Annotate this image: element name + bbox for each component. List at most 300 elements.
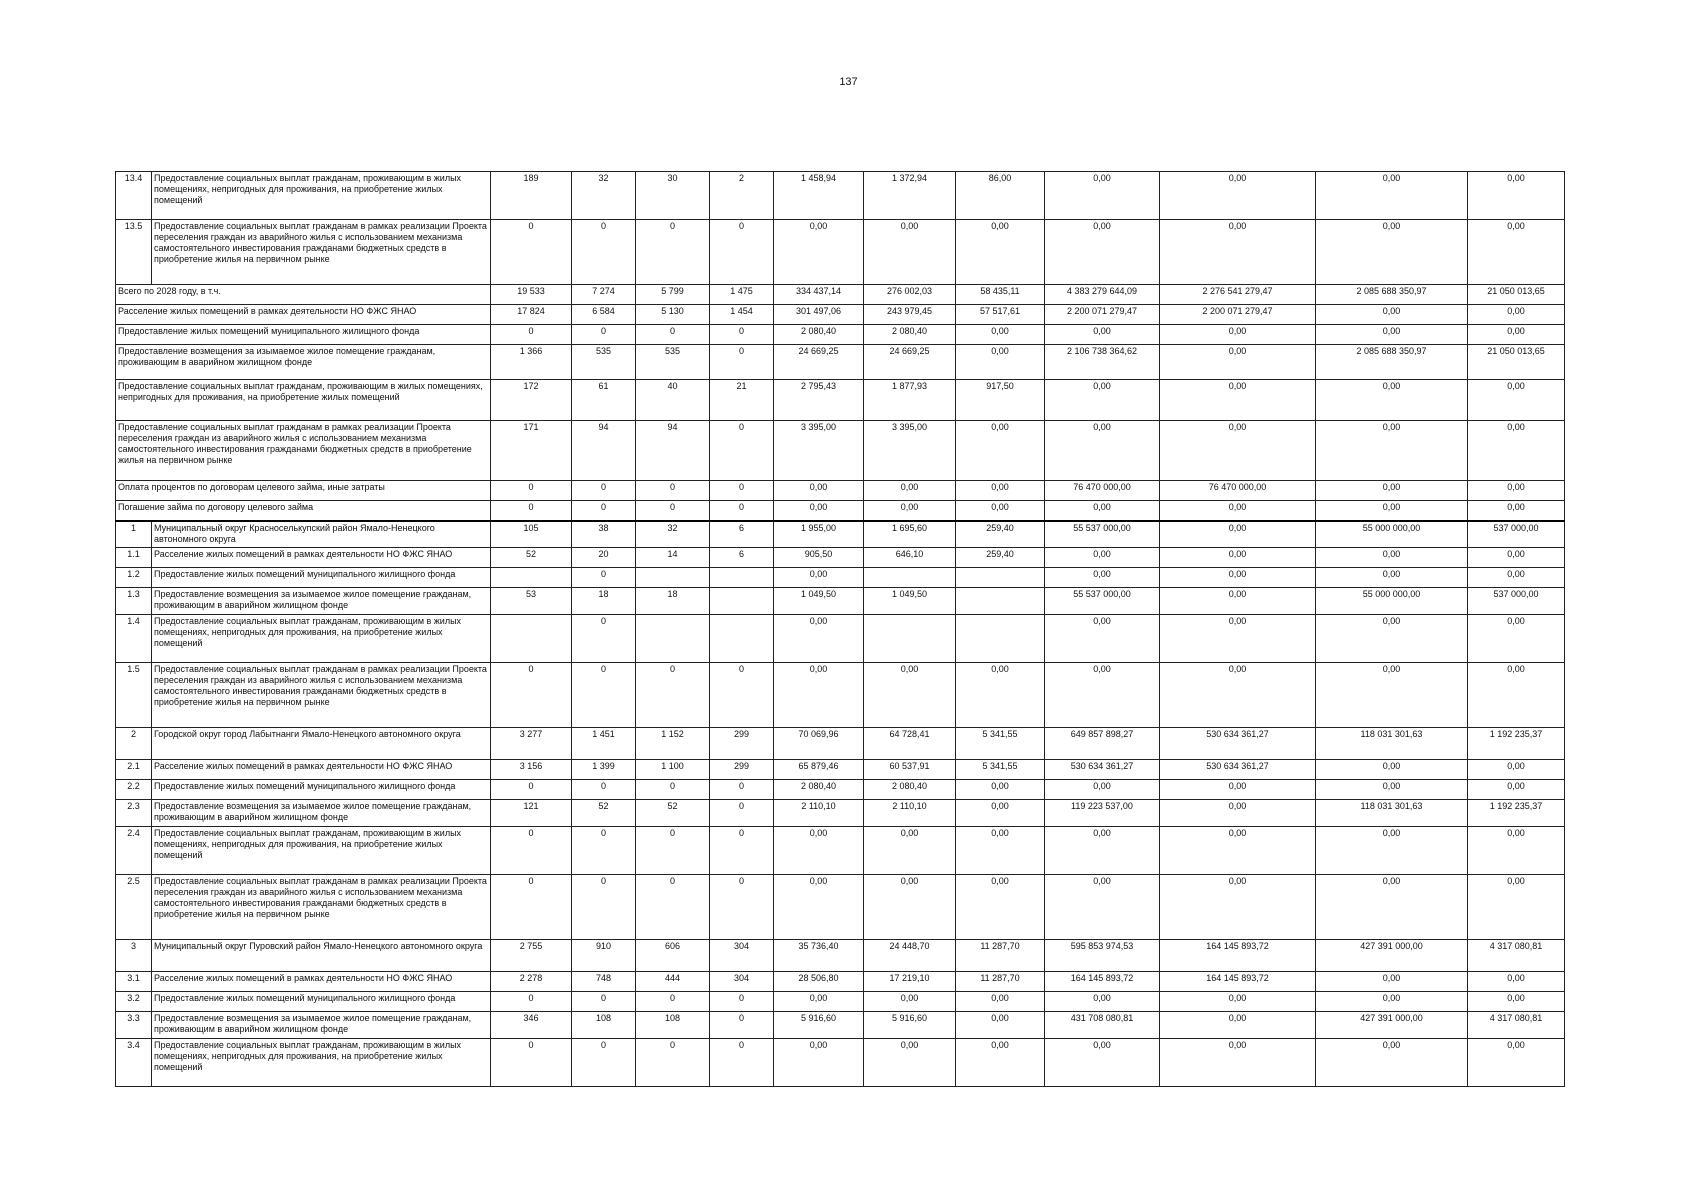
row-number-cell: 3.1 (116, 972, 152, 992)
table-row (116, 615, 1565, 663)
value-cell: 0,00 (1316, 992, 1468, 1012)
value-cell: 0,00 (1160, 780, 1316, 800)
value-cell: 55 537 000,00 (1045, 521, 1160, 548)
value-cell: 427 391 000,00 (1316, 1012, 1468, 1039)
value-cell: 0,00 (1045, 421, 1160, 481)
value-cell: 14 (636, 548, 710, 568)
value-cell: 0,00 (1045, 220, 1160, 285)
value-cell: 0,00 (1160, 1039, 1316, 1087)
value-cell: 3 395,00 (774, 421, 864, 481)
value-cell: 0,00 (956, 220, 1045, 285)
row-number-cell: 3.3 (116, 1012, 152, 1039)
value-cell: 60 537,91 (864, 760, 956, 780)
row-number-cell: 1.4 (116, 615, 152, 663)
value-cell: 0,00 (1468, 325, 1565, 345)
value-cell: 0,00 (774, 992, 864, 1012)
value-cell: 7 274 (572, 285, 636, 305)
value-cell: 118 031 301,63 (1316, 728, 1468, 760)
value-cell: 0,00 (1468, 663, 1565, 728)
row-name-cell: Предоставление социальных выплат гражданам в рамках реализации Проекта переселения граждан из аварийного жилья с использованием механизма самостоятельного инвестирования гражданами бюджетных средств в приобретение жилья на первичном рынке (152, 875, 491, 940)
table-row (116, 345, 1565, 380)
value-cell (864, 615, 956, 663)
table-row (116, 940, 1565, 972)
value-cell: 0,00 (1468, 501, 1565, 521)
value-cell: 0,00 (1160, 568, 1316, 588)
value-cell: 0,00 (1316, 220, 1468, 285)
value-cell: 55 537 000,00 (1045, 588, 1160, 615)
value-cell: 299 (710, 728, 774, 760)
value-cell: 4 383 279 644,09 (1045, 285, 1160, 305)
value-cell: 0 (710, 220, 774, 285)
row-number-cell: 13.4 (116, 172, 152, 220)
value-cell: 2 795,43 (774, 380, 864, 421)
value-cell: 0 (636, 827, 710, 875)
row-name-cell: Муниципальный округ Красноселькупский район Ямало-Ненецкого автономного округа (152, 521, 491, 548)
value-cell: 0 (491, 501, 572, 521)
row-name-cell: Расселение жилых помещений в рамках деятельности НО ФЖС ЯНАО (152, 760, 491, 780)
value-cell: 0,00 (1316, 568, 1468, 588)
value-cell: 21 050 013,65 (1468, 285, 1565, 305)
value-cell: 32 (572, 172, 636, 220)
value-cell: 119 223 537,00 (1045, 800, 1160, 827)
value-cell: 334 437,14 (774, 285, 864, 305)
value-cell: 2 (710, 172, 774, 220)
value-cell: 0 (710, 780, 774, 800)
value-cell: 299 (710, 760, 774, 780)
value-cell: 61 (572, 380, 636, 421)
value-cell: 19 533 (491, 285, 572, 305)
row-number-cell: 3.4 (116, 1039, 152, 1087)
value-cell: 530 634 361,27 (1045, 760, 1160, 780)
table-row (116, 220, 1565, 285)
value-cell: 0,00 (1160, 663, 1316, 728)
value-cell: 1 100 (636, 760, 710, 780)
value-cell: 0 (572, 992, 636, 1012)
value-cell: 0 (491, 220, 572, 285)
value-cell: 0,00 (1468, 827, 1565, 875)
value-cell: 537 000,00 (1468, 521, 1565, 548)
row-name-cell: Предоставление социальных выплат гражданам, проживающим в жилых помещениях, непригодных для проживания, на приобретение жилых помещений (116, 380, 491, 421)
value-cell: 24 669,25 (864, 345, 956, 380)
value-cell: 427 391 000,00 (1316, 940, 1468, 972)
value-cell: 2 085 688 350,97 (1316, 345, 1468, 380)
value-cell: 0,00 (1160, 380, 1316, 421)
value-cell: 164 145 893,72 (1160, 972, 1316, 992)
value-cell: 0 (710, 1039, 774, 1087)
row-name-cell: Предоставление жилых помещений муниципального жилищного фонда (116, 325, 491, 345)
value-cell: 649 857 898,27 (1045, 728, 1160, 760)
value-cell: 94 (636, 421, 710, 481)
value-cell: 0,00 (864, 875, 956, 940)
value-cell: 0 (636, 875, 710, 940)
row-name-cell: Муниципальный округ Пуровский район Ямало-Ненецкого автономного округа (152, 940, 491, 972)
value-cell: 28 506,80 (774, 972, 864, 992)
table-row (116, 380, 1565, 421)
row-name-cell: Предоставление социальных выплат гражданам в рамках реализации Проекта переселения граждан из аварийного жилья с использованием механизма самостоятельного инвестирования гражданами бюджетных средств в приобретение жилья на первичном рынке (152, 220, 491, 285)
value-cell: 0,00 (774, 568, 864, 588)
value-cell: 0,00 (1316, 481, 1468, 501)
table-row (116, 992, 1565, 1012)
row-name-cell: Всего по 2028 году, в т.ч. (116, 285, 491, 305)
value-cell: 3 395,00 (864, 421, 956, 481)
value-cell (956, 568, 1045, 588)
value-cell: 0,00 (1045, 325, 1160, 345)
value-cell: 0,00 (1316, 615, 1468, 663)
value-cell: 2 080,40 (864, 325, 956, 345)
value-cell: 3 156 (491, 760, 572, 780)
value-cell: 0,00 (1468, 875, 1565, 940)
row-name-cell: Предоставление жилых помещений муниципального жилищного фонда (152, 992, 491, 1012)
value-cell: 1 475 (710, 285, 774, 305)
value-cell: 0,00 (1160, 548, 1316, 568)
value-cell: 0,00 (864, 992, 956, 1012)
value-cell: 1 192 235,37 (1468, 728, 1565, 760)
row-name-cell: Погашение займа по договору целевого займа (116, 501, 491, 521)
value-cell: 0,00 (1045, 780, 1160, 800)
value-cell: 530 634 361,27 (1160, 728, 1316, 760)
value-cell: 0,00 (1160, 501, 1316, 521)
value-cell: 0,00 (1468, 481, 1565, 501)
value-cell (956, 615, 1045, 663)
value-cell: 0 (572, 1039, 636, 1087)
value-cell: 21 050 013,65 (1468, 345, 1565, 380)
value-cell: 0 (572, 481, 636, 501)
row-number-cell: 3.2 (116, 992, 152, 1012)
value-cell: 0,00 (956, 663, 1045, 728)
row-number-cell: 1.3 (116, 588, 152, 615)
value-cell: 905,50 (774, 548, 864, 568)
table-row (116, 501, 1565, 521)
value-cell: 1 458,94 (774, 172, 864, 220)
value-cell: 535 (572, 345, 636, 380)
row-name-cell: Предоставление социальных выплат гражданам, проживающим в жилых помещениях, непригодных для проживания, на приобретение жилых помещений (152, 172, 491, 220)
row-name-cell: Городской округ город Лабытнанги Ямало-Ненецкого автономного округа (152, 728, 491, 760)
value-cell: 243 979,45 (864, 305, 956, 325)
row-name-cell: Предоставление социальных выплат гражданам, проживающим в жилых помещениях, непригодных для проживания, на приобретение жилых помещений (152, 827, 491, 875)
table-row (116, 568, 1565, 588)
value-cell: 0,00 (864, 220, 956, 285)
value-cell: 0,00 (774, 663, 864, 728)
value-cell: 0,00 (1160, 588, 1316, 615)
value-cell: 18 (572, 588, 636, 615)
row-name-cell: Предоставление жилых помещений муниципального жилищного фонда (152, 568, 491, 588)
value-cell: 0,00 (1160, 521, 1316, 548)
value-cell: 0 (572, 220, 636, 285)
value-cell (491, 615, 572, 663)
row-number-cell: 3 (116, 940, 152, 972)
value-cell: 6 584 (572, 305, 636, 325)
value-cell: 0 (491, 780, 572, 800)
value-cell: 2 106 738 364,62 (1045, 345, 1160, 380)
value-cell: 0 (636, 663, 710, 728)
value-cell: 0,00 (864, 663, 956, 728)
value-cell: 70 069,96 (774, 728, 864, 760)
value-cell: 5 341,55 (956, 728, 1045, 760)
value-cell: 0,00 (956, 827, 1045, 875)
value-cell: 0,00 (1045, 380, 1160, 421)
value-cell: 0,00 (864, 501, 956, 521)
value-cell: 0,00 (1045, 548, 1160, 568)
table-row (116, 780, 1565, 800)
value-cell: 0 (710, 481, 774, 501)
value-cell: 0 (572, 663, 636, 728)
value-cell: 0,00 (1468, 172, 1565, 220)
value-cell: 0,00 (1468, 220, 1565, 285)
value-cell: 0,00 (1316, 305, 1468, 325)
value-cell: 58 435,11 (956, 285, 1045, 305)
row-name-cell: Предоставление социальных выплат гражданам, проживающим в жилых помещениях, непригодных для проживания, на приобретение жилых помещений (152, 615, 491, 663)
table-row (116, 827, 1565, 875)
row-name-cell: Предоставление возмещения за изымаемое жилое помещение гражданам, проживающим в аварийном жилищном фонде (152, 800, 491, 827)
value-cell: 55 000 000,00 (1316, 588, 1468, 615)
table-row (116, 728, 1565, 760)
page-number: 137 (839, 76, 858, 88)
value-cell: 0 (710, 800, 774, 827)
value-cell: 0 (491, 827, 572, 875)
value-cell (956, 588, 1045, 615)
value-cell: 4 317 080,81 (1468, 1012, 1565, 1039)
value-cell: 0 (491, 875, 572, 940)
value-cell: 0,00 (956, 800, 1045, 827)
value-cell: 537 000,00 (1468, 588, 1565, 615)
value-cell: 0,00 (1160, 1012, 1316, 1039)
value-cell: 0,00 (956, 481, 1045, 501)
value-cell: 5 341,55 (956, 760, 1045, 780)
value-cell: 1 152 (636, 728, 710, 760)
value-cell: 2 080,40 (774, 325, 864, 345)
value-cell: 0,00 (774, 875, 864, 940)
value-cell: 1 399 (572, 760, 636, 780)
value-cell: 57 517,61 (956, 305, 1045, 325)
value-cell: 748 (572, 972, 636, 992)
value-cell: 0 (710, 827, 774, 875)
value-cell: 5 799 (636, 285, 710, 305)
value-cell: 646,10 (864, 548, 956, 568)
table-row (116, 548, 1565, 568)
value-cell: 259,40 (956, 548, 1045, 568)
value-cell: 0,00 (1468, 1039, 1565, 1087)
value-cell: 52 (491, 548, 572, 568)
value-cell: 0,00 (1468, 548, 1565, 568)
value-cell: 164 145 893,72 (1160, 940, 1316, 972)
table-row (116, 1012, 1565, 1039)
value-cell: 0,00 (774, 220, 864, 285)
value-cell: 35 736,40 (774, 940, 864, 972)
value-cell: 1 366 (491, 345, 572, 380)
row-name-cell: Предоставление жилых помещений муниципального жилищного фонда (152, 780, 491, 800)
value-cell: 55 000 000,00 (1316, 521, 1468, 548)
value-cell: 5 916,60 (774, 1012, 864, 1039)
value-cell: 0,00 (956, 325, 1045, 345)
table-row (116, 521, 1565, 548)
value-cell: 431 708 080,81 (1045, 1012, 1160, 1039)
value-cell: 0,00 (956, 421, 1045, 481)
value-cell: 0,00 (1045, 615, 1160, 663)
value-cell: 3 277 (491, 728, 572, 760)
value-cell: 0,00 (774, 501, 864, 521)
value-cell: 0,00 (1468, 305, 1565, 325)
value-cell: 1 877,93 (864, 380, 956, 421)
value-cell: 910 (572, 940, 636, 972)
value-cell: 6 (710, 548, 774, 568)
value-cell: 0,00 (1316, 1039, 1468, 1087)
value-cell: 52 (572, 800, 636, 827)
value-cell: 76 470 000,00 (1045, 481, 1160, 501)
value-cell (710, 588, 774, 615)
value-cell: 1 955,00 (774, 521, 864, 548)
row-name-cell: Предоставление возмещения за изымаемое жилое помещение гражданам, проживающим в аварийном жилищном фонде (116, 345, 491, 380)
value-cell: 0,00 (1316, 663, 1468, 728)
table-row (116, 285, 1565, 305)
table-row (116, 172, 1565, 220)
value-cell: 1 451 (572, 728, 636, 760)
value-cell: 0,00 (1316, 827, 1468, 875)
value-cell (710, 615, 774, 663)
value-cell: 1 049,50 (864, 588, 956, 615)
value-cell: 0,00 (1468, 972, 1565, 992)
row-name-cell: Оплата процентов по договорам целевого займа, иные затраты (116, 481, 491, 501)
row-number-cell: 1.5 (116, 663, 152, 728)
value-cell: 0 (572, 780, 636, 800)
value-cell: 52 (636, 800, 710, 827)
value-cell: 0,00 (956, 501, 1045, 521)
value-cell: 346 (491, 1012, 572, 1039)
row-name-cell: Предоставление возмещения за изымаемое жилое помещение гражданам, проживающим в аварийном жилищном фонде (152, 1012, 491, 1039)
value-cell: 0,00 (864, 481, 956, 501)
value-cell: 172 (491, 380, 572, 421)
value-cell: 164 145 893,72 (1045, 972, 1160, 992)
value-cell: 2 200 071 279,47 (1160, 305, 1316, 325)
value-cell: 917,50 (956, 380, 1045, 421)
value-cell: 606 (636, 940, 710, 972)
value-cell: 0,00 (774, 827, 864, 875)
resettlement-table (115, 171, 1565, 1087)
value-cell: 0 (710, 345, 774, 380)
value-cell: 0,00 (1160, 172, 1316, 220)
row-name-cell: Расселение жилых помещений в рамках деятельности НО ФЖС ЯНАО (152, 548, 491, 568)
value-cell: 0 (572, 325, 636, 345)
row-number-cell: 1.1 (116, 548, 152, 568)
value-cell: 0 (710, 325, 774, 345)
value-cell: 0,00 (1468, 992, 1565, 1012)
value-cell: 21 (710, 380, 774, 421)
value-cell: 76 470 000,00 (1160, 481, 1316, 501)
value-cell: 0 (636, 325, 710, 345)
value-cell: 0,00 (1468, 380, 1565, 421)
value-cell: 595 853 974,53 (1045, 940, 1160, 972)
value-cell: 0,00 (1160, 875, 1316, 940)
value-cell: 0,00 (1316, 501, 1468, 521)
value-cell: 24 669,25 (774, 345, 864, 380)
value-cell: 171 (491, 421, 572, 481)
table-row (116, 1039, 1565, 1087)
value-cell: 0,00 (956, 1012, 1045, 1039)
value-cell (636, 615, 710, 663)
value-cell: 0 (491, 992, 572, 1012)
value-cell: 5 916,60 (864, 1012, 956, 1039)
value-cell: 5 130 (636, 305, 710, 325)
row-number-cell: 2.4 (116, 827, 152, 875)
value-cell: 6 (710, 521, 774, 548)
table-row (116, 305, 1565, 325)
value-cell: 2 110,10 (774, 800, 864, 827)
value-cell: 0,00 (1468, 760, 1565, 780)
value-cell: 40 (636, 380, 710, 421)
value-cell: 0,00 (1316, 380, 1468, 421)
row-number-cell: 2.5 (116, 875, 152, 940)
value-cell: 0,00 (956, 780, 1045, 800)
row-number-cell: 2.1 (116, 760, 152, 780)
value-cell: 0 (572, 501, 636, 521)
value-cell: 0,00 (1468, 421, 1565, 481)
value-cell: 118 031 301,63 (1316, 800, 1468, 827)
value-cell: 0,00 (1160, 827, 1316, 875)
value-cell: 2 110,10 (864, 800, 956, 827)
value-cell: 18 (636, 588, 710, 615)
value-cell: 0,00 (1316, 548, 1468, 568)
value-cell: 0 (491, 1039, 572, 1087)
value-cell: 535 (636, 345, 710, 380)
value-cell: 4 317 080,81 (1468, 940, 1565, 972)
value-cell: 0,00 (1316, 172, 1468, 220)
value-cell: 0 (636, 780, 710, 800)
value-cell: 64 728,41 (864, 728, 956, 760)
value-cell: 1 695,60 (864, 521, 956, 548)
value-cell: 0,00 (1045, 875, 1160, 940)
value-cell: 121 (491, 800, 572, 827)
row-name-cell: Предоставление социальных выплат гражданам в рамках реализации Проекта переселения граждан из аварийного жилья с использованием механизма самостоятельного инвестирования гражданами бюджетных средств в приобретение жилья на первичном рынке (116, 421, 491, 481)
value-cell: 1 049,50 (774, 588, 864, 615)
value-cell: 444 (636, 972, 710, 992)
value-cell: 0,00 (774, 615, 864, 663)
value-cell (864, 568, 956, 588)
value-cell: 0,00 (1160, 615, 1316, 663)
table-row (116, 875, 1565, 940)
value-cell: 0,00 (774, 1039, 864, 1087)
value-cell: 17 824 (491, 305, 572, 325)
value-cell: 0 (710, 421, 774, 481)
row-name-cell: Предоставление социальных выплат гражданам, проживающим в жилых помещениях, непригодных для проживания, на приобретение жилых помещений (152, 1039, 491, 1087)
value-cell: 30 (636, 172, 710, 220)
value-cell: 0,00 (864, 827, 956, 875)
table-row (116, 421, 1565, 481)
value-cell: 0 (572, 875, 636, 940)
row-number-cell: 2.2 (116, 780, 152, 800)
value-cell: 0,00 (1468, 568, 1565, 588)
value-cell: 0 (636, 481, 710, 501)
value-cell: 0,00 (774, 481, 864, 501)
value-cell: 0,00 (956, 992, 1045, 1012)
value-cell: 0 (636, 501, 710, 521)
table-row (116, 760, 1565, 780)
value-cell: 24 448,70 (864, 940, 956, 972)
value-cell: 0 (491, 481, 572, 501)
row-number-cell: 2 (116, 728, 152, 760)
row-name-cell: Предоставление социальных выплат гражданам в рамках реализации Проекта переселения граждан из аварийного жилья с использованием механизма самостоятельного инвестирования гражданами бюджетных средств в приобретение жилья на первичном рынке (152, 663, 491, 728)
value-cell: 0 (572, 615, 636, 663)
value-cell: 0,00 (956, 1039, 1045, 1087)
value-cell: 189 (491, 172, 572, 220)
value-cell: 0,00 (1045, 501, 1160, 521)
row-name-cell: Расселение жилых помещений в рамках деятельности НО ФЖС ЯНАО (152, 972, 491, 992)
table-row (116, 481, 1565, 501)
value-cell: 0,00 (864, 1039, 956, 1087)
value-cell: 0,00 (1468, 780, 1565, 800)
row-number-cell: 1 (116, 521, 152, 548)
value-cell: 0,00 (1160, 345, 1316, 380)
value-cell: 0 (636, 220, 710, 285)
value-cell: 530 634 361,27 (1160, 760, 1316, 780)
